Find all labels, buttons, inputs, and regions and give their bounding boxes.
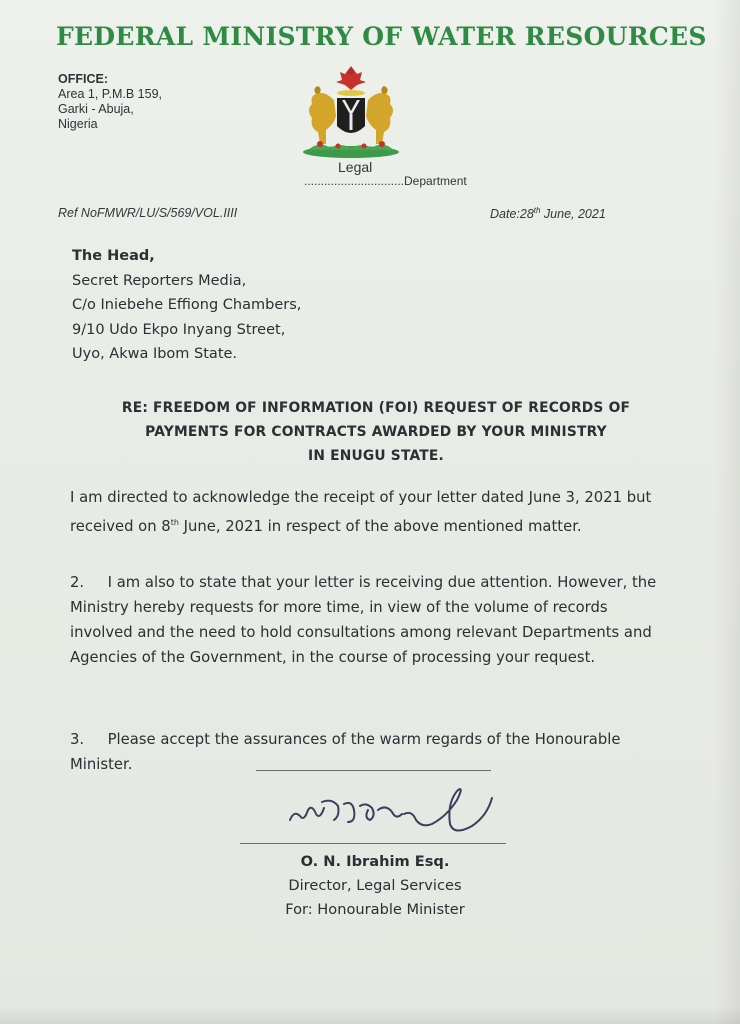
date-prefix: Date:28	[490, 207, 534, 222]
addressee-line: The Head,	[72, 248, 155, 264]
reference-number: Ref NoFMWR/LU/S/569/VOL.IIII	[58, 206, 238, 220]
ministry-heading: FEDERAL MINISTRY OF WATER RESOURCES	[56, 22, 707, 51]
department-line: ..............................Department	[304, 174, 467, 188]
date-suffix: th	[533, 206, 541, 215]
signatory-title: Director, Legal Services	[288, 877, 462, 894]
subject-line: RE: FREEDOM OF INFORMATION (FOI) REQUEST OF RECORDS OF	[121, 400, 631, 416]
subject-line: PAYMENTS FOR CONTRACTS AWARDED BY YOUR MINISTRY	[145, 424, 607, 440]
addressee-line: Secret Reporters Media,	[72, 272, 247, 289]
office-line: Garki - Abuja,	[58, 102, 134, 116]
department-name: Legal	[338, 159, 373, 175]
signatory-for-line: For: Honourable Minister	[285, 901, 465, 918]
paragraph-1-text-b: June, 2021 in respect of the above mentioned matter.	[178, 517, 582, 535]
date-rest: June, 2021	[540, 207, 606, 222]
letter-date	[490, 206, 606, 221]
nigeria-coat-of-arms-icon	[290, 60, 412, 160]
addressee-line: Uyo, Akwa Ibom State.	[72, 346, 238, 362]
office-label: OFFICE:	[58, 72, 108, 86]
signature-line-top	[256, 770, 491, 771]
paragraph-3: 3. Please accept the assurances of the warm regards of the Honourable Minister.	[70, 731, 626, 773]
paragraph-1	[70, 485, 670, 539]
addressee-line: C/o Iniebehe Effiong Chambers,	[72, 297, 302, 313]
office-address-block	[58, 72, 162, 132]
signature-line-bottom	[240, 843, 506, 844]
signatory-block	[230, 850, 520, 922]
office-line: Area 1, P.M.B 159,	[58, 87, 162, 101]
paragraph-1-text-a: I am directed to acknowledge the receipt of your letter dated June 3, 2021 but received on 8	[70, 489, 652, 535]
signatory-name: O. N. Ibrahim Esq.	[300, 853, 450, 870]
office-line: Nigeria	[58, 117, 98, 131]
page-edge-shadow	[714, 0, 740, 1024]
paragraph-1-sup: th	[170, 518, 179, 527]
subject-heading	[66, 396, 686, 468]
addressee-line: 9/10 Udo Ekpo Inyang Street,	[72, 321, 286, 338]
addressee-block	[72, 244, 301, 367]
page-bottom-shadow	[0, 1006, 740, 1024]
paragraph-2: 2. I am also to state that your letter is receiving due attention. However, the Ministry hereby requests for more time, in view of the volume of records involved and the need to hold consultations among relevant Departments and Agencies of the Government, in the course of processing your request.	[70, 574, 662, 666]
handwritten-signature	[282, 780, 512, 840]
subject-line: IN ENUGU STATE.	[308, 448, 444, 464]
